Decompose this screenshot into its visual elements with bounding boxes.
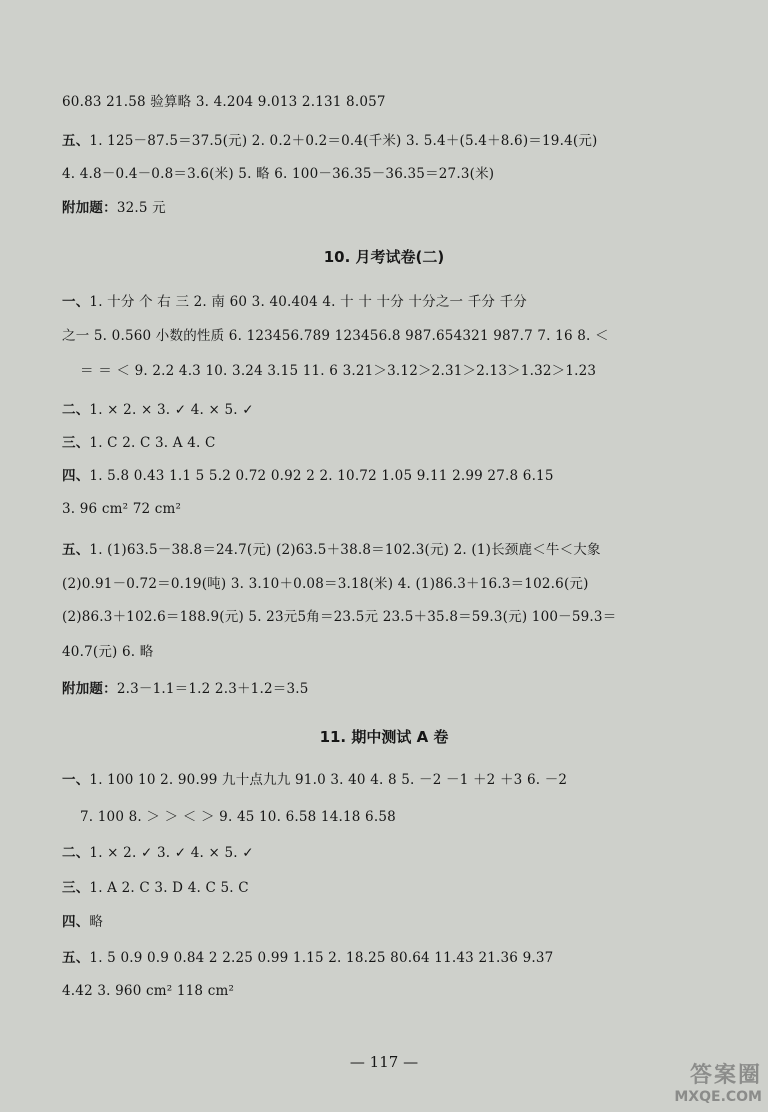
answer-line: 60.83 21.58 验算略 3. 4.204 9.013 2.131 8.057: [62, 94, 386, 110]
section-title: 10. 月考试卷(二): [323, 248, 445, 266]
watermark-logo: [662, 1058, 762, 1110]
answer-line: 三、1. C 2. C 3. A 4. C: [62, 435, 216, 451]
watermark-url: MXQE.COM: [674, 1089, 762, 1105]
answer-line: 五、1. (1)63.5－38.8＝24.7(元) (2)63.5＋38.8＝102.3(元) 2. (1)长颈鹿＜牛＜大象: [62, 542, 601, 558]
answer-line: 三、1. A 2. C 3. D 4. C 5. C: [62, 880, 249, 896]
answer-line: 四、略: [62, 914, 104, 930]
answer-line: 7. 100 8. ＞ ＞ ＜ ＞ 9. 45 10. 6.58 14.18 6.58: [80, 809, 396, 825]
watermark-text: 答案圈: [689, 1063, 762, 1088]
answer-line: 附加题：2.3－1.1＝1.2 2.3＋1.2＝3.5: [62, 681, 309, 697]
answer-line: (2)86.3＋102.6＝188.9(元) 5. 23元5角＝23.5元 23.5＋35.8＝59.3(元) 100－59.3＝: [62, 609, 617, 625]
answer-line: 二、1. × 2. × 3. ✓ 4. × 5. ✓: [62, 402, 254, 418]
answer-line: 四、1. 5.8 0.43 1.1 5 5.2 0.72 0.92 2 2. 10.72 1.05 9.11 2.99 27.8 6.15: [62, 468, 554, 484]
answer-line: 4. 4.8－0.4－0.8＝3.6(米) 5. 略 6. 100－36.35－36.35＝27.3(米): [62, 166, 495, 182]
answer-line: 一、1. 十分 个 右 三 2. 南 60 3. 40.404 4. 十 十 十分 十分之一 千分 千分: [62, 294, 528, 310]
answer-line: 3. 96 cm² 72 cm²: [62, 501, 182, 517]
answer-line: 二、1. × 2. ✓ 3. ✓ 4. × 5. ✓: [62, 845, 254, 861]
answer-line: 之一 5. 0.560 小数的性质 6. 123456.789 123456.8 987.654321 987.7 7. 16 8. ＜: [62, 328, 609, 344]
page-number: — 117 —: [349, 1053, 419, 1071]
section-title: 11. 期中测试 A 卷: [319, 728, 449, 746]
answer-line: 一、1. 100 10 2. 90.99 九十点九九 91.0 3. 40 4. 8 5. －2 －1 ＋2 ＋3 6. －2: [62, 772, 568, 788]
answer-line: ＝ ＝ ＜ 9. 2.2 4.3 10. 3.24 3.15 11. 6 3.21＞3.12＞2.31＞2.13＞1.32＞1.23: [80, 363, 597, 379]
answer-line: (2)0.91－0.72＝0.19(吨) 3. 3.10＋0.08＝3.18(米) 4. (1)86.3＋16.3＝102.6(元): [62, 576, 589, 592]
answer-line: 附加题：32.5 元: [62, 200, 166, 216]
answer-line: 五、1. 125－87.5＝37.5(元) 2. 0.2＋0.2＝0.4(千米) 3. 5.4＋(5.4＋8.6)＝19.4(元): [62, 133, 598, 149]
answer-line: 4.42 3. 960 cm² 118 cm²: [62, 983, 235, 999]
answer-line: 五、1. 5 0.9 0.9 0.84 2 2.25 0.99 1.15 2. 18.25 80.64 11.43 21.36 9.37: [62, 950, 554, 966]
answer-line: 40.7(元) 6. 略: [62, 644, 154, 660]
